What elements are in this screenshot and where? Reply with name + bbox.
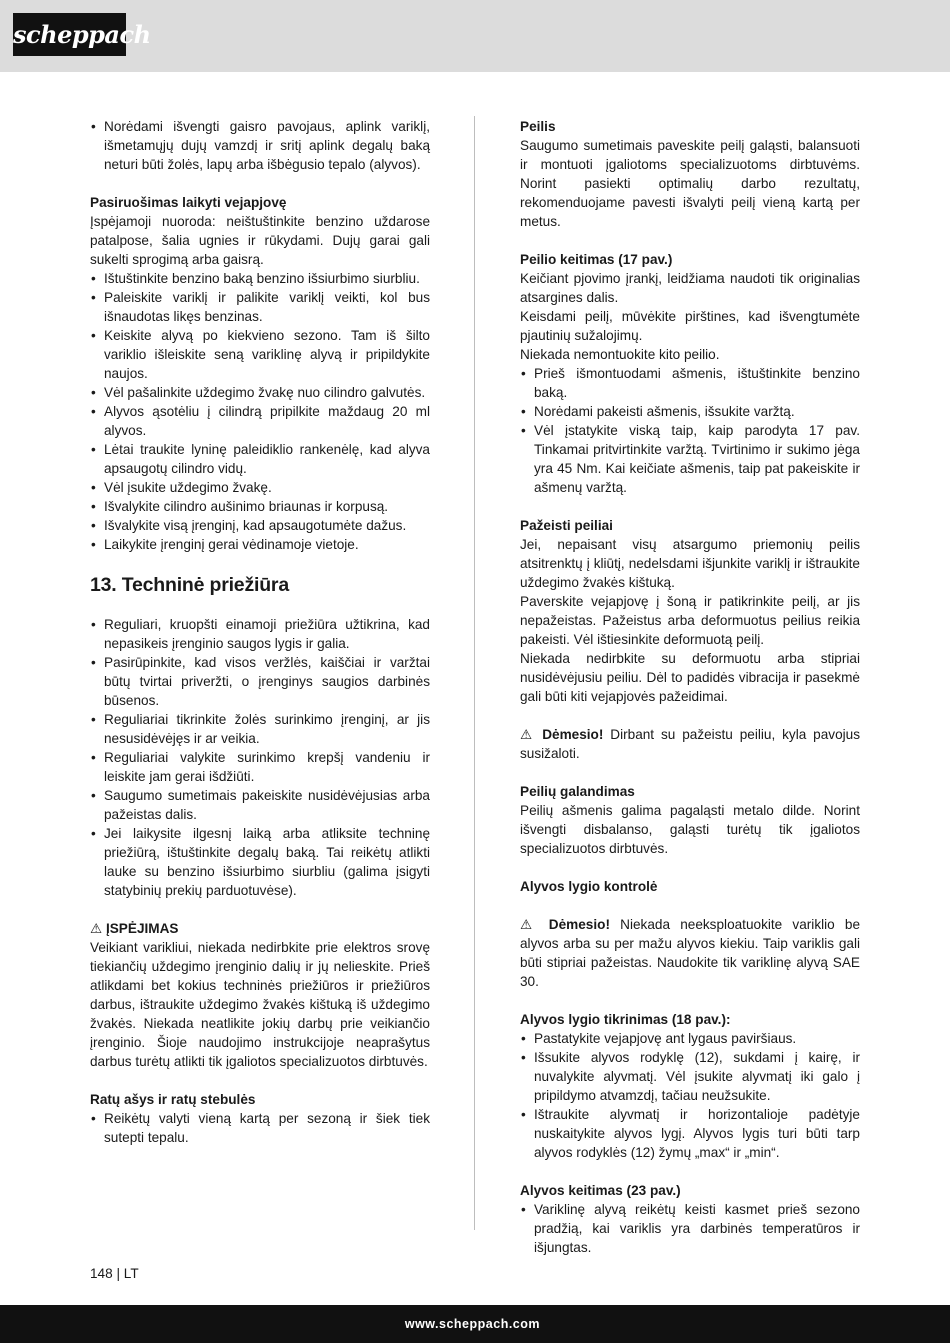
website-link[interactable]: www.scheppach.com [404,1317,540,1331]
subheading-blade-change: Peilio keitimas (17 pav.) [520,252,673,267]
paragraph: Niekada nemontuokite kito peilio. [520,347,720,362]
list-item: • Vėl įstatykite viską taip, kaip parodyta 17 pav. Tinkamai pritvirtinkite varžtą. Tvirtinimo ir sukimo jėga yra 45 Nm. Kai keičiate ašmenis, taip pat pakeiskite ir ašmenų varžtą. [520,421,860,497]
bullet-list [90,1109,430,1147]
list-item: • Norėdami išvengti gaisro pavojaus, aplink variklį, išmetamųjų dujų vamzdį ir sritį aplink degalų baką neturi būti žolės, lapų arba išbėgusio tepalo (alyvos). [90,117,430,174]
list-item: • Vėl pašalinkite uždegimo žvakę nuo cilindro galvutės. [90,383,430,402]
list-item: • Jei laikysite ilgesnį laiką arba atliksite techninę priežiūrą, ištuštinkite degalų baką. Tai reikėtų atlikti lauke su benzino išsiurbimo siurbliu (galima įsigyti statybinių prekių parduotuvėse). [90,824,430,900]
list-item: • Vėl įsukite uždegimo žvakę. [90,478,430,497]
list-item: • Saugumo sumetimais pakeiskite nusidėvėjusias arba pažeistas dalis. [90,786,430,824]
warning-icon: ⚠ [90,921,103,936]
list-item: • Norėdami pakeisti ašmenis, išsukite varžtą. [520,402,860,421]
footer-bar [0,1305,950,1343]
list-item: • Ištraukite alyvmatį ir horizontalioje padėtyje nuskaitykite alyvos lygį. Alyvos lygis turi būti tarp alyvos rodyklės (12) žymų „max“ ir „min“. [520,1105,860,1162]
list-item: • Lėtai traukite lyninę paleidiklio rankenėlę, kad alyva apsaugotų cilindro vidų. [90,440,430,478]
bullet-list [520,1029,860,1162]
scheppach-logo: scheppach [13,13,126,56]
list-item: • Pastatykite vejapjovę ant lygaus paviršiaus. [520,1029,860,1048]
warning-text: Veikiant varikliui, niekada nedirbkite prie elektros srovę tiekiančių uždegimo įrenginio dalių ir jų nelieskite. Prieš atlikdami bet kokius techninės priežiūros ir priežiūros darbus, ištraukite uždegimo žvakės kištuką iš uždegimo žvakės. Niekada neatlikite jokių darbų prie veikiančio įrenginio. Šioje naudojimo instrukcijoje neaprašytus darbus turėtų atlikti tik įgaliotos specializuotos dirbtuvės. [90,940,430,1069]
warning-icon: ⚠ [520,917,539,932]
bullet-list [90,269,430,554]
paragraph: Keičiant pjovimo įrankį, leidžiama naudoti tik originalias atsargines dalis. [520,271,860,305]
paragraph: Jei, nepaisant visų atsargumo priemonių peilis atsitrenktų į kliūtį, nedelsdami išjunkite variklį ir ištraukite uždegimo žvakės kištuką. [520,537,860,590]
list-item: • Pasirūpinkite, kad visos veržlės, kaiščiai ir varžtai būtų tvirtai priveržti, o įrenginys saugios darbinės būsenos. [90,653,430,710]
attention-note [520,915,860,991]
right-column [520,117,860,1257]
paragraph: Saugumo sumetimais paveskite peilį galąsti, balansuoti ir montuoti įgaliotoms specializuotoms dirbtuvėms. Norint pasiekti optimalių darbo rezultatų, rekomenduojame pavesti išvalyti peilį vieną kartą per metus. [520,138,860,229]
attention-note [520,725,860,763]
warning-icon: ⚠ [520,727,536,742]
list-item: • Ištuštinkite benzino baką benzino išsiurbimo siurbliu. [90,269,430,288]
attention-text: Niekada neeksploatuokite variklio be alyvos arba su per mažu alyvos kiekiu. Taip variklis gali būti stipriai pažeistas. Naudokite tik variklinę alyvą SAE 30. [520,917,861,989]
column-divider [474,116,475,1230]
language-code: LT [123,1266,139,1281]
list-item: • Išsukite alyvos rodyklę (12), sukdami į kairę, ir nuvalykite alyvmatį. Vėl įsukite alyvmatį iki galo į pripildymo atvamzdį, tačiau neužsukite. [520,1048,860,1105]
list-item: • Alyvos ąsotėliu į cilindrą pripilkite maždaug 20 ml alyvos. [90,402,430,440]
list-item: • Variklinę alyvą reikėtų keisti kasmet prieš sezono pradžią, kai variklis yra darbinės temperatūros ir išjungtas. [520,1200,860,1257]
left-column [90,117,430,1147]
list-item: • Reikėtų valyti vieną kartą per sezoną ir šiek tiek sutepti tepalu. [90,1109,430,1147]
paragraph: Peilių ašmenis galima pagaląsti metalo dilde. Norint išvengti disbalanso, galąsti turėtų tik įgaliotos specializuotos dirbtuvės. [520,803,860,856]
list-item: • Išvalykite cilindro aušinimo briaunas ir korpusą. [90,497,430,516]
attention-label: Dėmesio! [548,917,610,932]
list-item: • Prieš išmontuodami ašmenis, ištuštinkite benzino baką. [520,364,860,402]
subheading-oil-control: Alyvos lygio kontrolė [520,879,658,894]
bullet-list [90,117,430,174]
list-item: • Keiskite alyvą po kiekvieno sezono. Tam iš šilto variklio išleiskite seną variklinę alyvą ir pripildykite naujos. [90,326,430,383]
warning-title: ĮSPĖJIMAS [105,921,179,936]
subheading-oil-check: Alyvos lygio tikrinimas (18 pav.): [520,1012,731,1027]
paragraph: Niekada nedirbkite su deformuotu arba stipriai nusidėvėjusiu peiliu. Dėl to padidės vibracija ir pasekmė gali būti kiti vejapjovės pažeidimai. [520,651,860,704]
page-footer-number [90,1264,139,1283]
bullet-list [520,1200,860,1257]
separator: | [116,1266,120,1281]
paragraph: Keisdami peilį, mūvėkite pirštines, kad išvengtumėte pjautinių sužalojimų. [520,309,860,343]
header-bar [0,0,950,72]
paragraph: Paverskite vejapjovę į šoną ir patikrinkite peilį, ar jis nepažeistas. Pažeistus arba deformuotus peilius reikia pakeisti. Vėl ištiesinkite deformuotą peilį. [520,594,860,647]
list-item: • Paleiskite variklį ir palikite variklį veikti, kol bus išnaudotas likęs benzinas. [90,288,430,326]
warning-heading [90,919,430,938]
page-number: 148 [90,1266,113,1281]
subheading-axles: Ratų ašys ir ratų stebulės [90,1092,256,1107]
list-item: • Reguliariai valykite surinkimo krepšį vandeniu ir leiskite jam gerai išdžiūti. [90,748,430,786]
subheading-sharpening: Peilių galandimas [520,784,635,799]
subheading-oil-change: Alyvos keitimas (23 pav.) [520,1183,681,1198]
subheading-blade: Peilis [520,119,556,134]
paragraph: Įspėjamoji nuoroda: neištuštinkite benzino uždarose patalpose, šalia ugnies ir rūkydami. Dujų garai gali sukelti sprogimą arba gaisrą. [90,214,430,267]
subheading-damaged-blades: Pažeisti peiliai [520,518,613,533]
list-item: • Reguliariai tikrinkite žolės surinkimo įrenginį, ar jis nesusidėvėjęs ir ar veikia. [90,710,430,748]
attention-label: Dėmesio! [542,727,604,742]
list-item: • Išvalykite visą įrenginį, kad apsaugotumėte dažus. [90,516,430,535]
section-heading: 13. Techninė priežiūra [90,574,289,596]
attention-text: Dirbant su pažeistu peiliu, kyla pavojus susižaloti. [520,727,861,761]
bullet-list [90,615,430,900]
list-item: • Reguliari, kruopšti einamoji priežiūra užtikrina, kad nepasikeis įrenginio saugos lygis ir galia. [90,615,430,653]
list-item: • Laikykite įrenginį gerai vėdinamoje vietoje. [90,535,430,554]
bullet-list [520,364,860,497]
subheading-storage: Pasiruošimas laikyti vejapjovę [90,195,287,210]
